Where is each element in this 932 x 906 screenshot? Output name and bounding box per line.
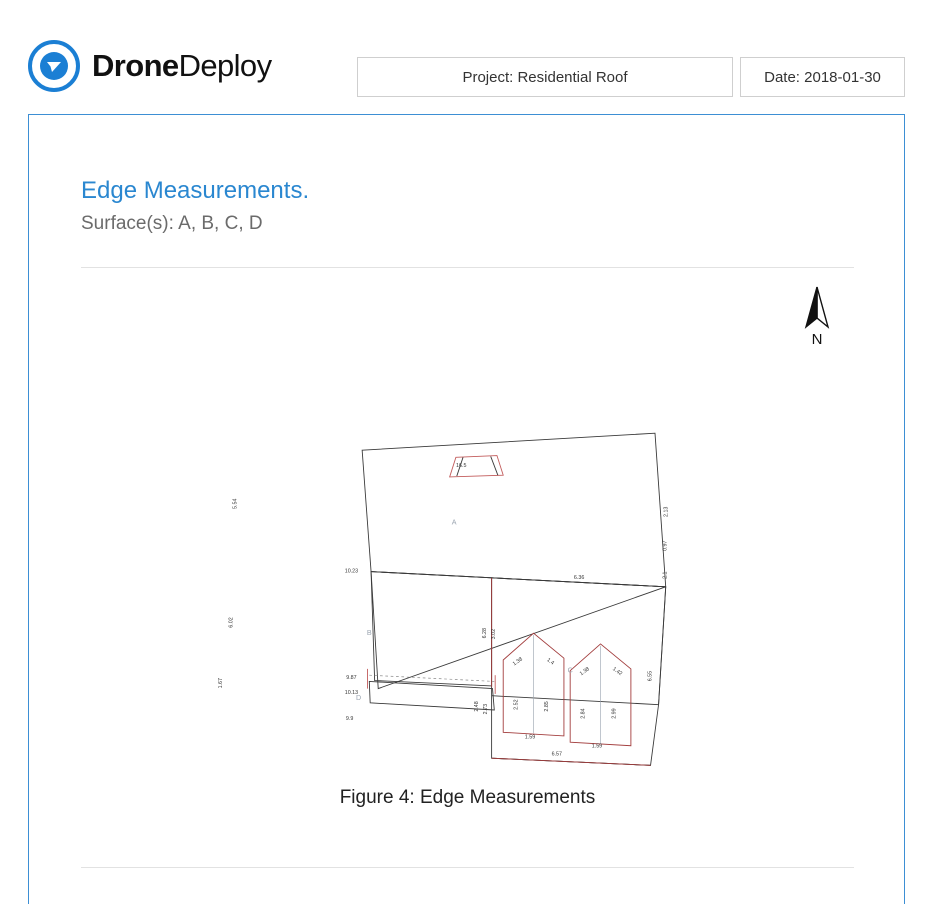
edge-measurement-label: 2.48: [474, 701, 481, 712]
brand: [28, 40, 271, 92]
measurement-labels: [81, 285, 854, 785]
brand-wordmark: [92, 48, 271, 84]
edge-measurement-label: 6.55: [647, 670, 654, 682]
edge-measurement-label: 10.13: [344, 689, 359, 696]
divider-bottom: [81, 867, 854, 868]
project-field: Project: Residential Roof: [357, 57, 733, 97]
edge-measurement-label: 1.4: [545, 657, 555, 667]
edge-measurement-label: 5.54: [232, 498, 239, 509]
edge-measurement-label: 2.99: [611, 708, 618, 719]
edge-measurement-label: 16.5: [456, 463, 467, 470]
report-header: [0, 0, 932, 112]
edge-measurement-label: 2.52: [513, 699, 520, 710]
edge-measurement-label: 0.97: [662, 540, 669, 551]
dronedeploy-logo-icon: [28, 40, 80, 92]
edge-measurement-diagram: [81, 285, 854, 785]
edge-measurement-label: 1.38: [578, 666, 591, 678]
edge-measurement-label: 6.36: [573, 574, 585, 581]
figure-caption: Figure 4: Edge Measurements: [339, 787, 596, 808]
date-field: Date: 2018-01-30: [740, 57, 905, 97]
edge-measurement-label: 6.57: [551, 751, 562, 758]
edge-measurement-label: 2.13: [663, 506, 670, 517]
surface-label: A: [451, 518, 457, 527]
edge-measurement-label: 9.87: [346, 674, 357, 681]
report-body-card: [28, 114, 905, 904]
surface-label: D: [355, 694, 362, 703]
edge-measurement-label: 9.9: [345, 715, 354, 722]
compass-north-label: N: [811, 331, 823, 348]
brand-bold: Drone: [92, 48, 179, 83]
edge-measurement-label: 10.23: [344, 568, 359, 575]
edge-measurement-label: 2.73: [483, 703, 490, 715]
surface-label: C: [567, 666, 573, 675]
edge-measurement-label: 1.38: [511, 656, 524, 668]
edge-measurement-label: 1.59: [524, 734, 536, 741]
edge-measurement-label: 3.02: [491, 628, 498, 640]
edge-measurement-label: 1.67: [217, 678, 224, 689]
edge-measurement-label: 6.02: [228, 617, 235, 628]
edge-measurement-label: 2.1: [662, 571, 669, 579]
page-title: Edge Measurements.: [81, 177, 310, 204]
edge-measurement-label: 1.59: [591, 743, 603, 750]
surfaces-subtitle: Surface(s): A, B, C, D: [81, 213, 263, 234]
surface-label: B: [366, 629, 372, 637]
edge-measurement-label: 1.42: [611, 666, 624, 678]
edge-measurement-label: 6.28: [482, 628, 489, 639]
edge-measurement-label: 2.85: [543, 701, 550, 712]
divider-top: [81, 267, 854, 268]
brand-light: Deploy: [178, 48, 272, 83]
edge-measurement-label: 2.84: [580, 708, 587, 719]
